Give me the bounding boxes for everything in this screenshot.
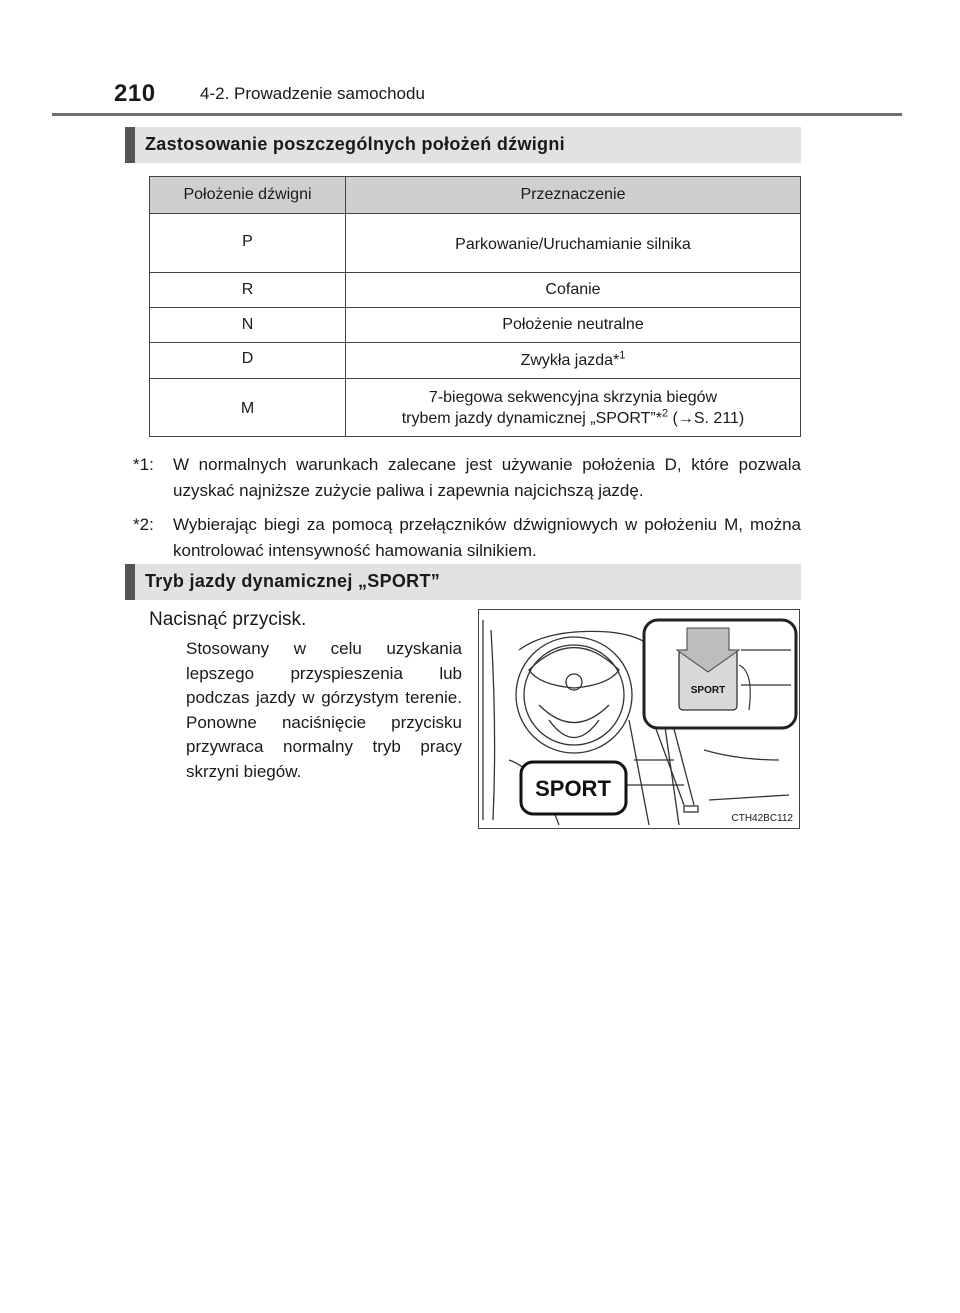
inset-sport-label: SPORT — [690, 685, 726, 696]
footnote-text: W normalnych warunkach zalecane jest używanie położenia D, które pozwala uzyskać najniższe zużycie paliwa i zapewnia najcichszą jazdę. — [173, 455, 801, 500]
purpose-cell: Parkowanie/Uruchamianie silnika — [346, 214, 801, 273]
purpose-cell: Położenie neutralne — [346, 308, 801, 343]
figure-code: CTH42BC112 — [731, 813, 793, 824]
step-instruction: Nacisnąć przycisk. — [149, 609, 307, 630]
footnote-1 — [133, 452, 801, 504]
position-cell: P — [150, 214, 346, 273]
table-row — [150, 214, 801, 273]
section-title: Tryb jazdy dynamicznej „SPORT” — [145, 571, 441, 591]
table-row — [150, 273, 801, 308]
purpose-cell: 7-biegowa sekwencyjna skrzynia biegów trybem jazdy dynamicznej „SPORT”*$^2$ (→S. 211) — [346, 379, 801, 437]
sport-button-label: SPORT — [535, 776, 611, 801]
position-cell: N — [150, 308, 346, 343]
section-heading-sport-mode — [125, 564, 801, 600]
lever-positions-table — [149, 176, 801, 437]
position-cell: R — [150, 273, 346, 308]
table-row — [150, 343, 801, 379]
step-description: Stosowany w celu uzyskania lepszego przyspieszenia lub podczas jazdy w górzystym terenie. Ponowne naciśnięcie przycisku przywraca normalny tryb pracy skrzyni biegów. — [186, 639, 462, 781]
footnote-mark: *1: — [133, 455, 154, 474]
chapter-title: 4-2. Prowadzenie samochodu — [200, 84, 425, 103]
header-rule — [52, 113, 902, 116]
page-number: 210 — [114, 80, 156, 107]
purpose-cell: Cofanie — [346, 273, 801, 308]
footnote-text: Wybierając biegi za pomocą przełączników dźwigniowych w położeniu M, można kontrolować intensywność hamowania silnikiem. — [173, 515, 801, 560]
position-cell: D — [150, 343, 346, 379]
position-cell: M — [150, 379, 346, 437]
column-header-purpose: Przeznaczenie — [346, 177, 801, 214]
page-reference: (→S. 211) — [672, 409, 745, 427]
table-row — [150, 308, 801, 343]
column-header-position: Położenie dźwigni — [150, 177, 346, 214]
section-title: Zastosowanie poszczególnych położeń dźwigni — [145, 134, 565, 154]
table-header-row — [150, 177, 801, 214]
purpose-cell: Zwykła jazda*$^1$ — [346, 343, 801, 379]
section-heading-lever-positions — [125, 127, 801, 163]
footnote-mark: *2: — [133, 515, 154, 534]
footnote-ref: 1 — [619, 349, 626, 362]
footnote-2 — [133, 512, 801, 564]
dashboard-drawing — [479, 610, 799, 828]
table-row — [150, 379, 801, 437]
footnote-ref: 2 — [661, 407, 669, 420]
sport-button-illustration — [478, 609, 800, 829]
